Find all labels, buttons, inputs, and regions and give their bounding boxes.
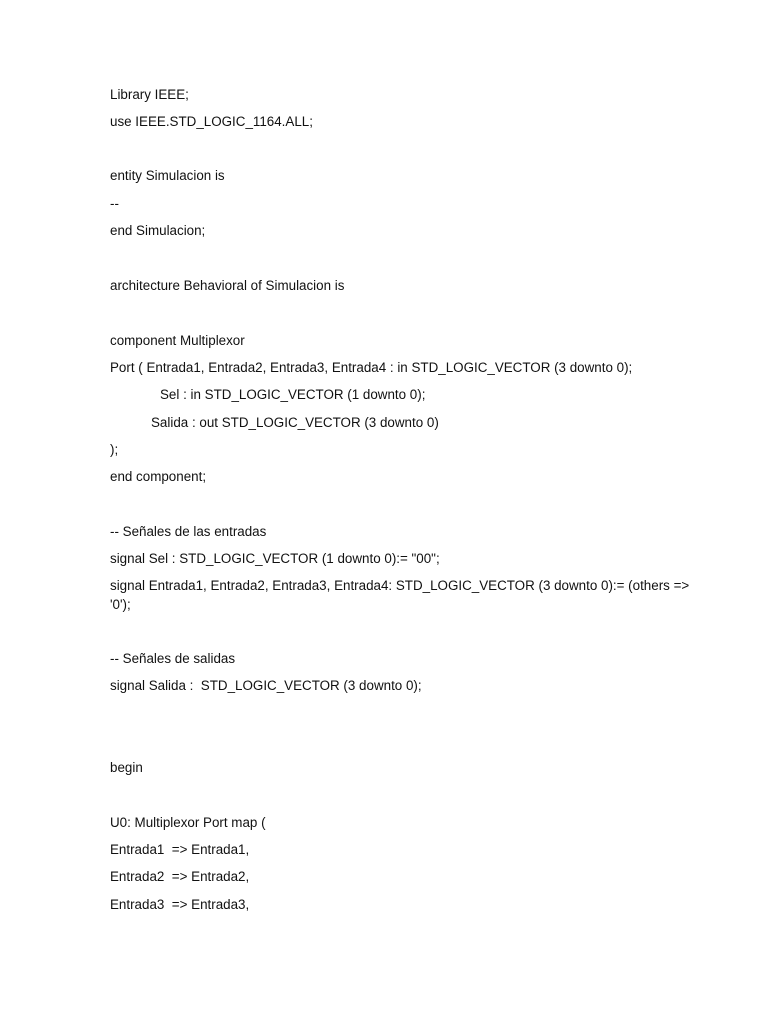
code-line: entity Simulacion is — [110, 168, 225, 183]
code-line: Entrada2 => Entrada2, — [110, 869, 250, 884]
code-line: end Simulacion; — [110, 223, 206, 238]
code-line: Entrada3 => Entrada3, — [110, 897, 250, 912]
code-line: architecture Behavioral of Simulacion is — [110, 278, 345, 293]
comment-line: -- Señales de salidas — [110, 651, 236, 666]
code-line: Port ( Entrada1, Entrada2, Entrada3, Entrada4 : in STD_LOGIC_VECTOR (3 downto 0); — [110, 360, 633, 375]
code-line: Sel : in STD_LOGIC_VECTOR (1 downto 0); — [160, 387, 426, 402]
code-line: end component; — [110, 469, 207, 484]
code-line: U0: Multiplexor Port map ( — [110, 815, 266, 830]
code-line: -- — [110, 196, 119, 211]
code-line: signal Entrada1, Entrada2, Entrada3, Entrada4: STD_LOGIC_VECTOR (3 downto 0):= (others => — [110, 578, 690, 593]
code-line: component Multiplexor — [110, 333, 245, 348]
code-line: signal Salida : STD_LOGIC_VECTOR (3 downto 0); — [110, 678, 422, 693]
code-line: Entrada1 => Entrada1, — [110, 842, 250, 857]
code-line: signal Sel : STD_LOGIC_VECTOR (1 downto 0):= "00"; — [110, 551, 440, 566]
code-line: use IEEE.STD_LOGIC_1164.ALL; — [110, 114, 313, 129]
code-line: Salida : out STD_LOGIC_VECTOR (3 downto 0) — [151, 415, 439, 430]
code-line: '0'); — [110, 597, 131, 612]
code-line: Library IEEE; — [110, 87, 189, 102]
code-line: ); — [110, 442, 119, 457]
code-line: begin — [110, 760, 143, 775]
comment-line: -- Señales de las entradas — [110, 524, 267, 539]
